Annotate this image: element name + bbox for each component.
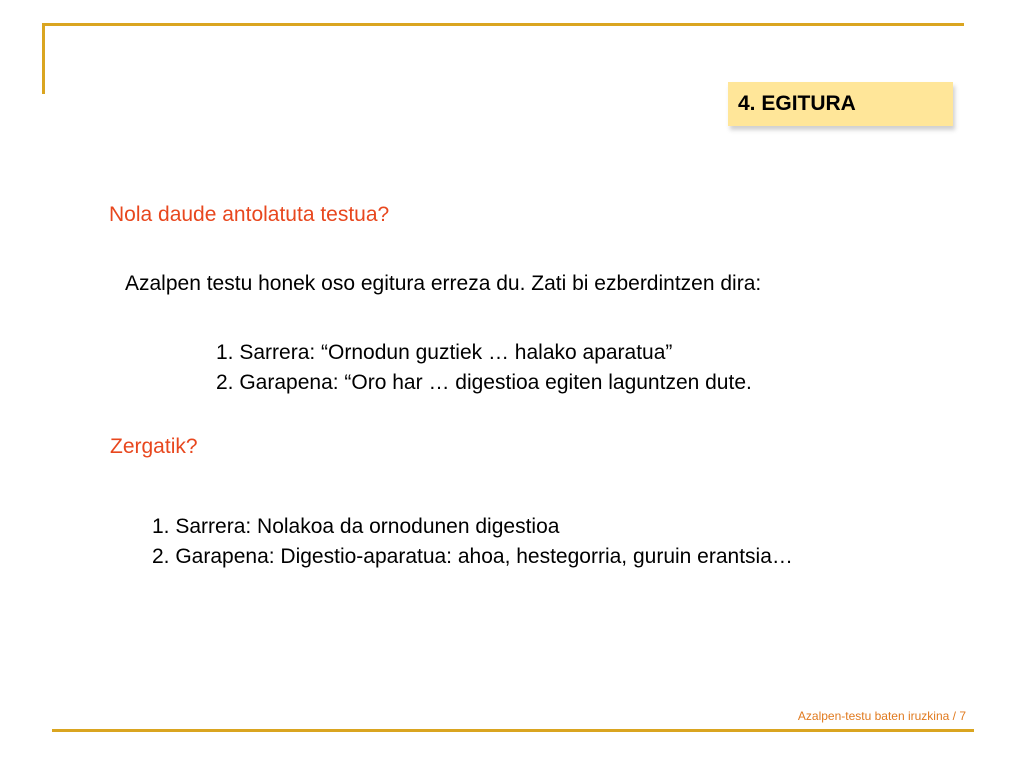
reason-item-2: 2. Garapena: Digestio-aparatua: ahoa, hestegorria, guruin erantsia… [152, 545, 793, 568]
frame-top-line [42, 23, 964, 26]
section-badge: 4. EGITURA [728, 82, 953, 126]
reason-item-1: 1. Sarrera: Nolakoa da ornodunen digestioa [152, 515, 560, 538]
frame-bottom-line [52, 729, 974, 732]
slide-footer: Azalpen-testu baten iruzkina / 7 [797, 709, 966, 723]
frame-left-line [42, 23, 45, 94]
structure-question: Nola daude antolatuta testua? [109, 203, 390, 226]
part-item-2: 2. Garapena: “Oro har … digestioa egiten laguntzen dute. [216, 371, 752, 394]
part-item-1: 1. Sarrera: “Ornodun guztiek … halako aparatua” [216, 341, 673, 364]
why-question: Zergatik? [110, 435, 198, 458]
structure-intro: Azalpen testu honek oso egitura erreza du. Zati bi ezberdintzen dira: [125, 272, 762, 295]
